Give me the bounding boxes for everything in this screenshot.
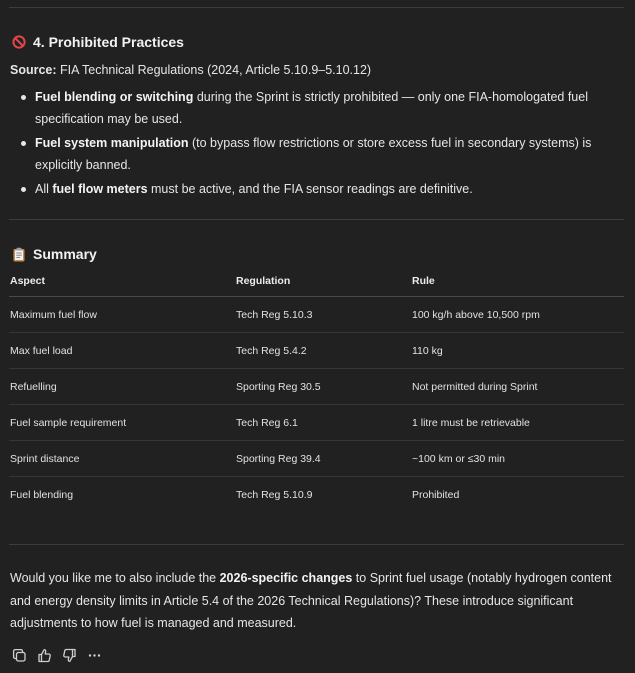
cell-aspect: Fuel sample requirement bbox=[9, 405, 235, 441]
message-actions bbox=[11, 647, 102, 663]
cell-regulation: Sporting Reg 39.4 bbox=[235, 441, 411, 477]
followup-question bbox=[10, 567, 625, 635]
cell-rule: 110 kg bbox=[411, 333, 624, 369]
source-label: Source: bbox=[10, 63, 57, 77]
cell-aspect: Max fuel load bbox=[9, 333, 235, 369]
cell-aspect: Fuel blending bbox=[10, 488, 74, 501]
copy-icon[interactable] bbox=[11, 647, 27, 663]
table-row bbox=[9, 405, 624, 441]
cell-regulation: Tech Reg 5.10.3 bbox=[235, 297, 411, 333]
source-text: FIA Technical Regulations (2024, Article 5.10.9–5.10.12) bbox=[56, 63, 372, 77]
list-item bbox=[10, 132, 610, 176]
followup-pre: Would you like me to also include the bbox=[10, 571, 220, 585]
cell-regulation: Tech Reg 6.1 bbox=[235, 405, 411, 441]
prohibited-icon bbox=[12, 35, 26, 49]
source-line bbox=[10, 63, 371, 77]
bullet-text: during the Sprint is strictly prohibited — only one FIA-homologated fuel specification may be used. bbox=[35, 90, 588, 126]
column-header-regulation: Regulation bbox=[235, 266, 411, 297]
cell-rule: 1 litre must be retrievable bbox=[411, 405, 624, 441]
prohibited-list bbox=[10, 86, 610, 202]
more-icon[interactable] bbox=[86, 647, 102, 663]
followup-bold: 2026-specific changes bbox=[219, 571, 353, 585]
cell-aspect: Refuelling bbox=[9, 369, 235, 405]
bullet-bold: fuel flow meters bbox=[52, 182, 148, 196]
summary-heading-text: Summary bbox=[33, 246, 97, 262]
section-heading-text: 4. Prohibited Practices bbox=[33, 34, 184, 50]
table-row bbox=[9, 333, 624, 369]
list-item bbox=[10, 86, 610, 130]
cell-regulation: Tech Reg 5.4.2 bbox=[235, 333, 411, 369]
cell-regulation: Sporting Reg 30.5 bbox=[235, 369, 411, 405]
clipboard-icon bbox=[12, 247, 26, 261]
section-heading-summary bbox=[12, 246, 97, 262]
bullet-text: must be active, and the FIA sensor readings are definitive. bbox=[147, 182, 473, 196]
column-header-aspect: Aspect bbox=[9, 266, 235, 297]
cell-aspect: Maximum fuel flow bbox=[9, 297, 235, 333]
section-heading-prohibited bbox=[12, 34, 184, 50]
cell-rule: Prohibited bbox=[412, 488, 460, 501]
middle-divider bbox=[9, 219, 624, 220]
bullet-bold: Fuel system manipulation bbox=[35, 136, 189, 150]
cell-aspect: Sprint distance bbox=[9, 441, 235, 477]
table-row bbox=[9, 369, 624, 405]
list-item bbox=[10, 178, 610, 200]
bullet-text: (to bypass flow restrictions or store excess fuel in secondary systems) is explicitly banned. bbox=[35, 136, 592, 172]
bullet-bold: Fuel blending or switching bbox=[35, 90, 194, 104]
cell-rule: 100 kg/h above 10,500 rpm bbox=[411, 297, 624, 333]
cell-rule: Not permitted during Sprint bbox=[411, 369, 624, 405]
table-row bbox=[9, 441, 624, 477]
bottom-divider bbox=[9, 544, 624, 545]
table-row bbox=[9, 297, 624, 333]
followup-post: to Sprint fuel usage (notably hydrogen content and energy density limits in Article 5.4 of the 2026 Technical Regulations)? These introduce significant adjustments to how fuel is managed and measured. bbox=[10, 571, 612, 630]
summary-table bbox=[9, 266, 624, 512]
table-row bbox=[9, 477, 624, 513]
bullet-pre: All bbox=[35, 182, 53, 196]
thumbs-down-icon[interactable] bbox=[61, 647, 77, 663]
top-divider bbox=[9, 7, 624, 8]
table-header-row bbox=[9, 266, 624, 297]
cell-rule: ~100 km or ≤30 min bbox=[411, 441, 624, 477]
cell-regulation: Tech Reg 5.10.9 bbox=[236, 488, 313, 501]
thumbs-up-icon[interactable] bbox=[36, 647, 52, 663]
column-header-rule: Rule bbox=[411, 266, 624, 297]
